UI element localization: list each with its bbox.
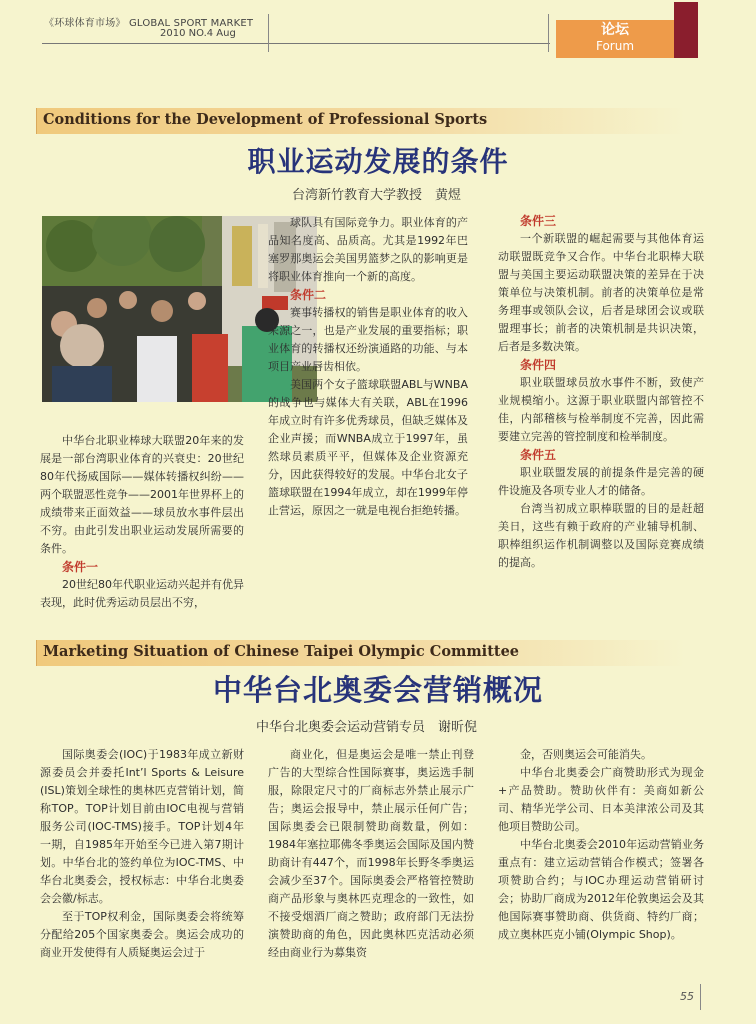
article2-column-2	[268, 746, 474, 962]
article2-column-1	[40, 746, 244, 962]
article-author: 中华台北奥委会运动营销专员 谢昕倪	[256, 720, 478, 735]
article-author: 台湾新竹教育大学教授 黄煜	[292, 188, 462, 203]
subhead: 条件三	[520, 214, 557, 228]
paragraph: 职业联盟球员放水事件不断，致使产业规模缩小。这源于职业联盟内部管控不佳，内部稽核与检举制度不完善，因此需要建立完善的管控制度和检举制度。	[498, 376, 704, 443]
section-tab	[556, 20, 674, 58]
header-rule	[42, 43, 550, 44]
magazine-name: 《环球体育市场》 GLOBAL SPORT MARKET	[44, 18, 254, 29]
paragraph: 至于TOP权利金，国际奥委会将统筹分配给205个国家奥委会。奥运会成功的商业开发使得有人质疑奥运会过于	[40, 910, 244, 959]
paragraph: 球队具有国际竞争力。职业体育的产品知名度高、品质高。尤其是1992年巴塞罗那奥运会美国男篮梦之队的影响更是将职业体育推向一个新的高度。	[268, 216, 468, 283]
paragraph: 国际奥委会(IOC)于1983年成立新财源委员会并委托Int’l Sports & Leisure (ISL)策划全球性的奥林匹克营销计划，简称TOP。TOP计划目前由IOC电视与营销服务公司(IOC-TMS)接手。TOP计划4年一期，自1985年开始至今已进入第7期计划。中华台北的签约单位为IOC-TMS、中华台北奥委会，授权标志：中华台北奥委会会徽/标志。	[40, 748, 244, 905]
article-banner	[36, 640, 686, 666]
paragraph: 台湾当初成立职棒联盟的目的是赶超美日，这些有赖于政府的产业辅导机制、职棒组织运作机制调整以及国际竞赛成绩的提高。	[498, 502, 704, 569]
article1-column-1	[40, 432, 244, 612]
paragraph: 商业化，但是奥运会是唯一禁止刊登广告的大型综合性国际赛事，奥运选手制服，除限定尺寸的厂商标志外禁止展示广告；奥运会报导中，禁止展示任何广告；国际奥委会已限制赞助商数量，例如：1984年塞拉耶佛冬季奥运会国际及国内赞助商计有447个，而1998年长野冬季奥运会减少至37个。国际奥委会严格管控赞助商产品形象与奥林匹克理念的一致性，如不接受烟酒厂商之赞助；政府部门无法扮演赞助商的角色，因此奥林匹克活动必须经由商业行为募集资	[268, 748, 474, 959]
footer-rule	[700, 984, 701, 1010]
paragraph: 中华台北职业棒球大联盟20年来的发展是一部台湾职业体育的兴衰史：20世纪80年代扬威国际——媒体转播权纠纷——两个联盟恶性竞争——2001年世界杯上的成绩带来正面效益——球员放水事件层出不穷。由此引发出职业运动发展所需要的条件。	[40, 434, 244, 555]
article-banner	[36, 108, 686, 134]
subhead: 条件五	[520, 448, 557, 462]
issue-number: 2010 NO.4 Aug	[160, 28, 236, 39]
article-banner-text: Conditions for the Development of Professional Sports	[43, 111, 488, 128]
paragraph: 20世纪80年代职业运动兴起并有优异表现，此时优秀运动员层出不穷，	[40, 578, 244, 609]
article-banner-text: Marketing Situation of Chinese Taipei Olympic Committee	[43, 643, 520, 660]
corner-decoration	[674, 2, 698, 58]
article1-column-2	[268, 214, 468, 520]
paragraph: 中华台北奥委会2010年运动营销业务重点有：建立运动营销合作模式；签署各项赞助合约；与IOC办理运动营销研讨会；协助厂商成为2012年伦敦奥运会及其他国际赛事赞助商、供货商、特约厂商；成立奥林匹克小铺(Olympic Shop)。	[498, 838, 704, 941]
section-label-en: Forum	[595, 39, 635, 53]
article-title: 中华台北奥委会营销概况	[212, 673, 543, 707]
section-label-cn: 论坛	[601, 22, 629, 38]
header-divider	[268, 14, 269, 52]
subhead: 条件二	[290, 288, 327, 302]
page-number: 55	[680, 990, 694, 1003]
subhead: 条件一	[62, 560, 99, 574]
paragraph: 一个新联盟的崛起需要与其他体育运动联盟既竞争又合作。中华台北职棒大联盟与美国主要运动联盟决策的差异在于决策单位与决策机制。前者的决策单位是常务理事或领队会议，后者是球团会议或联盟理事长；前者的决策机制是共识决策，后者是多数决策。	[498, 232, 704, 353]
article1-column-3	[498, 212, 704, 572]
subhead: 条件四	[520, 358, 557, 372]
paragraph: 金，否则奥运会可能消失。	[520, 748, 652, 761]
article2-column-3	[498, 746, 704, 944]
paragraph: 赛事转播权的销售是职业体育的收入来源之一，也是产业发展的重要指标；职业体育的转播权还纷演通路的功能、与本项目产业唇齿相依。	[268, 306, 468, 373]
article-title: 职业运动发展的条件	[247, 145, 509, 178]
paragraph: 美国两个女子篮球联盟ABL与WNBA的战争也与媒体大有关联，ABL在1996年成立时有许多优秀球员，但缺乏媒体及企业声援；而WNBA成立于1997年，虽然球员素质平平，但媒体及企业资源充分，因此获得较好的发展。中华台北女子篮球联盟在1994年成立，却在1999年停止营运，原因之一就是电视台拒绝转播。	[268, 378, 468, 517]
paragraph: 中华台北奥委会广商赞助形式为现金+产品赞助。赞助伙伴有：美商如新公司、精华光学公司、日本美津浓公司及其他项目赞助公司。	[498, 766, 704, 833]
paragraph: 职业联盟发展的前提条件是完善的硬件设施及各项专业人才的储备。	[498, 466, 704, 497]
header-divider	[548, 14, 549, 52]
